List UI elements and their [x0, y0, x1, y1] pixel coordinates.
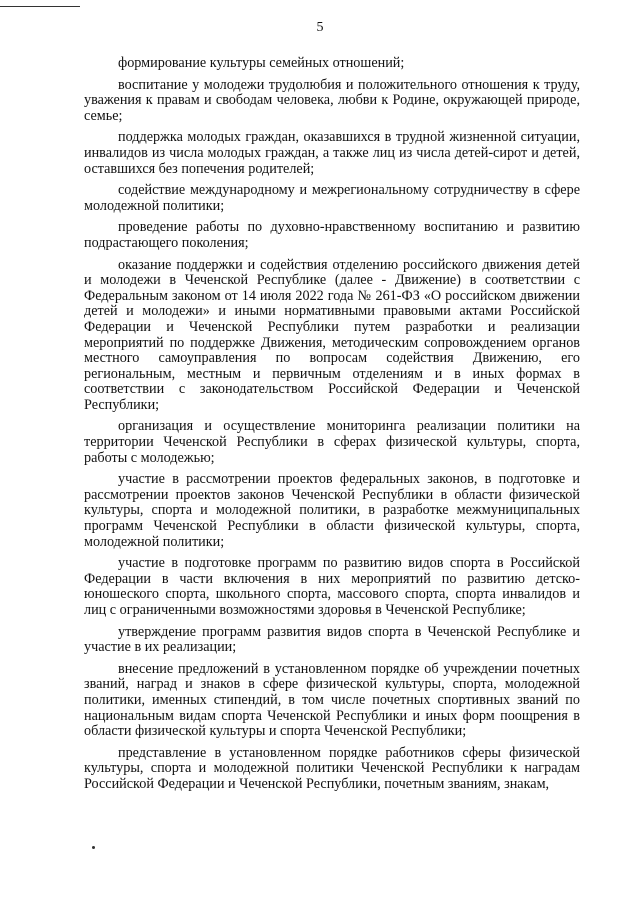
page-body [84, 56, 580, 799]
page-number: 5 [316, 20, 324, 35]
paragraph: содействие международному и межрегиональному сотрудничеству в сфере молодежной политики; [84, 182, 580, 214]
paragraph: организация и осуществление мониторинга реализации политики на территории Чеченской Республики в сферах физической культуры, спорта, работы с молодежью; [84, 418, 580, 466]
paragraph: участие в подготовке программ по развитию видов спорта в Российской Федерации в части включения в них мероприятий по развитию детско-юношеского спорта, школьного спорта, массового спорта, спорта инвалидов и лиц с ограниченными возможностями здоровья в Чеченской Республике; [84, 555, 580, 618]
paragraph: формирование культуры семейных отношений; [118, 55, 405, 71]
paragraph: воспитание у молодежи трудолюбия и положительного отношения к труду, уважения к правам и свободам человека, любви к Родине, окружающей природе, семье; [84, 76, 580, 124]
paragraph: представление в установленном порядке работников сферы физической культуры, спорта и молодежной политики Чеченской Республики к наградам Российской Федерации и Чеченской Республики, почетным званиям, знакам, [84, 744, 580, 792]
scan-dot [92, 846, 95, 849]
paragraph: поддержка молодых граждан, оказавшихся в трудной жизненной ситуации, инвалидов из числа молодых граждан, а также лиц из числа детей-сирот и детей, оставшихся без попечения родителей; [84, 129, 580, 177]
paragraph: утверждение программ развития видов спорта в Чеченской Республике и участие в их реализации; [84, 623, 580, 656]
paragraph: оказание поддержки и содействия отделению российского движения детей и молодежи в Чеченской Республике (далее - Движение) в соответствии с Федеральным законом от 14 июля 2022 года № 261-ФЗ «О российском движении детей и молодежи» и иными нормативными правовыми актами Российской Федерации и Чеченской Республики путем разработки и реализации мероприятий по поддержке Движения, методическим сопровождением органов местного самоуправления по вопросам содействия Движению, его региональным, местным и первичным отделениям и в иных формах в соответствии с законодательством Российской Федерации и Чеченской Республики; [84, 256, 580, 413]
paragraph: внесение предложений в установленном порядке об учреждении почетных званий, наград и знаков в сфере физической культуры, спорта, молодежной политики, именных стипендий, в том числе почетных спортивных званий по национальным видам спорта Чеченской Республики и иных форм поощрения в области физической культуры и спорта Чеченской Республики; [84, 660, 580, 740]
paragraph: проведение работы по духовно-нравственному воспитанию и развитию подрастающего поколения; [84, 219, 580, 251]
paragraph: участие в рассмотрении проектов федеральных законов, в подготовке и рассмотрении проектов законов Чеченской Республики в области физической культуры, спорта и молодежной политики, в разработке межмуниципальных программ Чеченской Республики в области физической культуры, спорта, молодежной политики; [84, 471, 580, 550]
top-rule [0, 6, 80, 7]
